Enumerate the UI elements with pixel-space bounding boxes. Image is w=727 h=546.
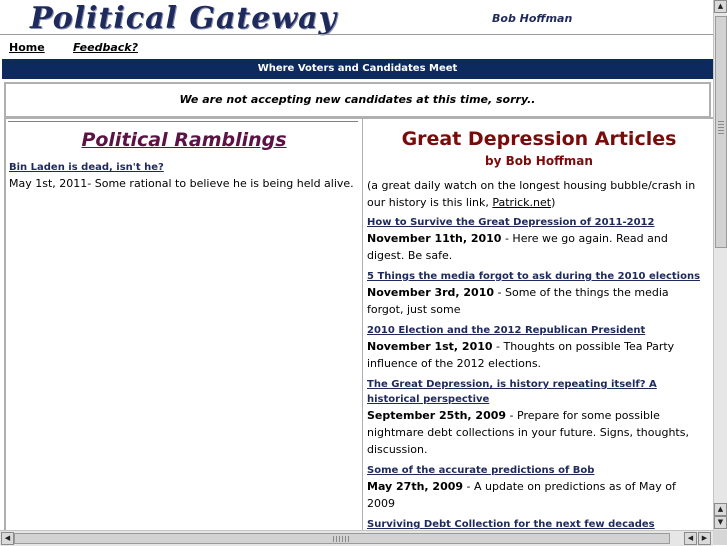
intro-close: ) — [551, 196, 556, 209]
list-item — [367, 377, 707, 458]
scroll-left-icon[interactable]: ◀ — [1, 532, 14, 545]
article-link[interactable]: How to Survive the Great Depression of 2011-2012 — [367, 217, 655, 228]
article-link[interactable]: 2010 Election and the 2012 Republican President — [367, 325, 646, 336]
article-link[interactable]: 5 Things the media forgot to ask during the 2010 elections — [367, 271, 701, 282]
article-link[interactable]: The Great Depression, is history repeating itself? A historical perspective — [367, 379, 657, 405]
list-item — [367, 215, 707, 264]
site-logo[interactable]: Political Gateway — [30, 1, 338, 36]
articles-title: Great Depression Articles — [401, 128, 677, 150]
article-date: May 27th, 2009 — [367, 480, 464, 493]
articles-list — [367, 215, 707, 530]
article-text: - A update on predictions as of May of 2009 — [367, 480, 676, 510]
ramblings-title[interactable]: Political Ramblings — [81, 129, 287, 151]
list-item — [367, 323, 707, 372]
intro-text: (a great daily watch on the longest housing bubble/crash in our history is this link, — [367, 179, 696, 209]
article-text: - Prepare for some possible nightmare debt collections in your future. Signs, thoughts, discussion. — [367, 409, 689, 456]
scroll-left-icon[interactable]: ◀ — [684, 532, 697, 545]
vertical-scrollbar[interactable] — [713, 0, 727, 530]
article-summary — [367, 284, 707, 318]
article-date: September 25th, 2009 — [367, 409, 507, 422]
article-summary — [367, 407, 707, 458]
article-text: - Some of the things the media forgot, just some — [367, 286, 669, 316]
article-summary — [367, 338, 707, 372]
tagline-bar: Where Voters and Candidates Meet — [2, 59, 713, 79]
horizontal-scrollbar[interactable] — [0, 530, 713, 546]
article-date: November 3rd, 2010 — [367, 286, 495, 299]
scrollbar-corner — [713, 530, 727, 545]
list-item — [367, 517, 707, 530]
article-link[interactable]: Some of the accurate predictions of Bob — [367, 465, 595, 476]
scroll-up-icon[interactable]: ▲ — [714, 0, 727, 13]
ramblings-column — [4, 117, 362, 530]
horizontal-scroll-thumb[interactable] — [14, 533, 670, 544]
scroll-down-icon[interactable]: ▼ — [714, 516, 727, 529]
article-date: November 1st, 2010 — [367, 340, 493, 353]
articles-intro — [367, 177, 707, 211]
scroll-up-icon[interactable]: ▲ — [714, 503, 727, 516]
article-text: - Thoughts on possible Tea Party influence of the 2012 elections. — [367, 340, 675, 370]
rambling-text: May 1st, 2011- Some rational to believe he is being held alive. — [9, 177, 354, 190]
list-item — [367, 269, 707, 318]
articles-column — [362, 117, 713, 530]
article-link[interactable]: Surviving Debt Collection for the next few decades — [367, 519, 655, 530]
articles-byline: by Bob Hoffman — [485, 154, 593, 168]
rambling-link[interactable]: Bin Laden is dead, isn't he? — [9, 162, 164, 173]
scroll-right-icon[interactable]: ▶ — [698, 532, 711, 545]
author-name: Bob Hoffman — [492, 12, 573, 25]
article-text: - Here we go again. Read and digest. Be safe. — [367, 232, 668, 262]
nav-bar — [0, 34, 713, 59]
article-date: November 11th, 2010 — [367, 232, 502, 245]
article-summary — [367, 478, 707, 512]
nav-feedback-link[interactable]: Feedback? — [73, 41, 138, 54]
notice-banner: We are not accepting new candidates at this time, sorry.. — [4, 82, 711, 118]
vertical-scroll-thumb[interactable] — [715, 16, 727, 248]
list-item — [9, 160, 354, 192]
patrick-net-link[interactable]: Patrick.net — [492, 196, 552, 209]
article-summary — [367, 230, 707, 264]
divider — [8, 121, 358, 122]
nav-home-link[interactable]: Home — [9, 41, 45, 54]
list-item — [367, 463, 707, 512]
